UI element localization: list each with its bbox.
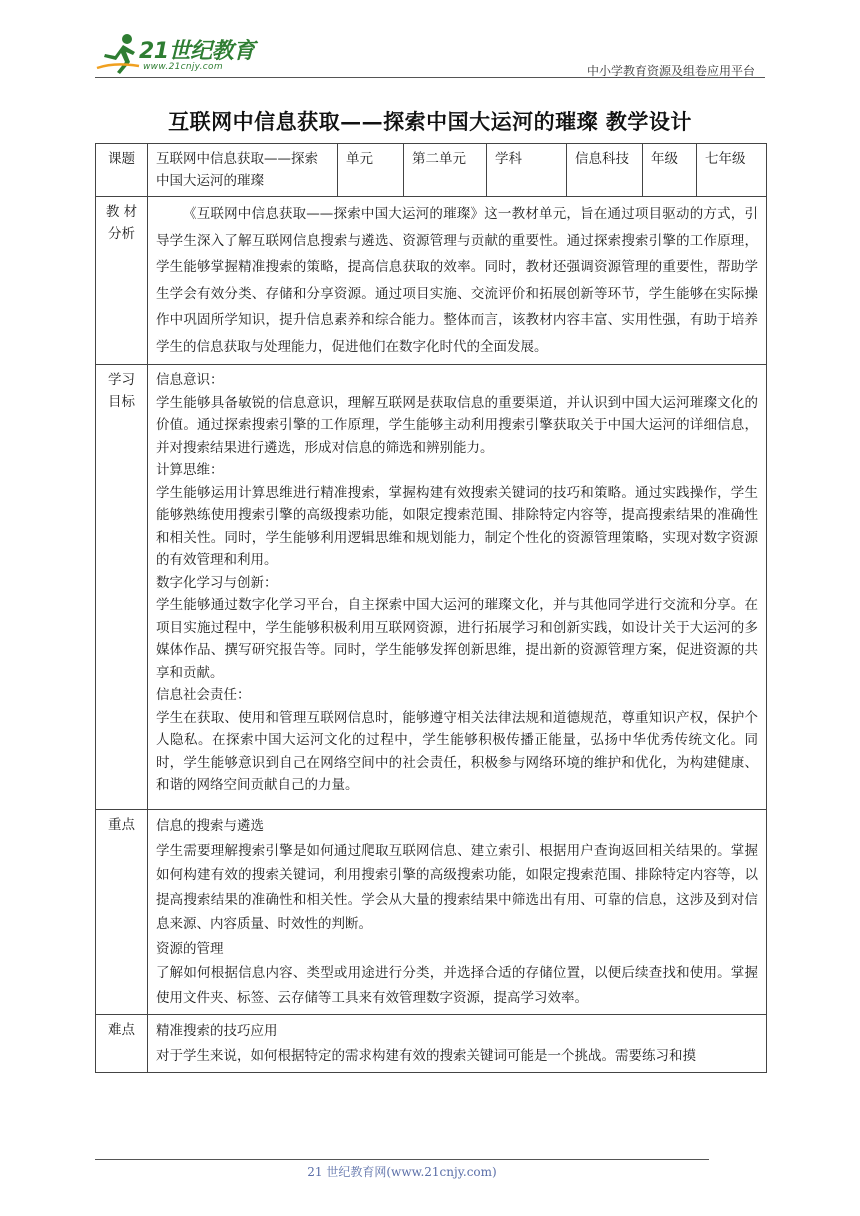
key-points-row (96, 810, 767, 1015)
site-logo[interactable] (95, 32, 265, 76)
header-divider (95, 77, 765, 78)
topic-value: 互联网中信息获取——探索中国大运河的璀璨 (148, 144, 338, 197)
objective-heading-computational-thinking: 计算思维： (156, 462, 224, 478)
unit-value: 第二单元 (404, 144, 487, 197)
subject-value: 信息科技 (567, 144, 643, 197)
objective-heading-social-responsibility: 信息社会责任： (156, 687, 251, 703)
unit-label: 单元 (338, 144, 404, 197)
topic-label: 课题 (96, 144, 148, 197)
grade-value: 七年级 (697, 144, 767, 197)
difficulty-text: 对于学生来说，如何根据特定的需求构建有效的搜索关键词可能是一个挑战。需要练习和摸 (156, 1047, 696, 1064)
difficulty-heading: 精准搜索的技巧应用 (156, 1023, 278, 1039)
key-point-text-management: 了解如何根据信息内容、类型或用途进行分类，并选择合适的存储位置，以便后续查找和使用。掌握使用文件夹、标签、云存储等工具来有效管理数字资源，提高学习效率。 (156, 965, 758, 1006)
analysis-label-line2: 分析 (108, 226, 135, 242)
objective-heading-digital-learning: 数字化学习与创新： (156, 574, 278, 591)
runner-logo-icon (95, 32, 141, 76)
difficulties-row (96, 1015, 767, 1073)
objectives-content (148, 365, 767, 810)
difficulties-label: 难点 (96, 1015, 148, 1073)
objective-heading-info-awareness: 信息意识： (156, 372, 224, 388)
analysis-label-line1: 教 材 (105, 204, 138, 220)
subject-label: 学科 (487, 144, 567, 197)
objective-text-social-responsibility: 学生在获取、使用和管理互联网信息时，能够遵守相关法律法规和道德规范，尊重知识产权，保护个人隐私。在探索中国大运河文化的过程中，学生能够积极传播正能量，弘扬中华优秀传统文化。同时，学生能够意识到自己在网络空间中的社会责任，积极参与网络环境的维护和优化，为构建健康、和谐的网络空间贡献自己的力量。 (156, 709, 758, 793)
footer-divider (95, 1159, 709, 1160)
analysis-content (148, 197, 767, 365)
difficulties-content (148, 1015, 767, 1073)
key-point-heading-search: 信息的搜索与遴选 (156, 818, 264, 834)
document-title: 互联网中信息获取——探索中国大运河的璀璨 教学设计 (168, 109, 692, 134)
objectives-label-line1: 学习 (108, 372, 135, 388)
logo-url: www.21cnjy.com (143, 62, 223, 72)
lesson-plan-table (95, 143, 767, 1073)
objectives-label-line2: 目标 (108, 394, 135, 410)
analysis-label (96, 197, 148, 365)
key-point-text-search: 学生需要理解搜索引擎是如何通过爬取互联网信息、建立索引、根据用户查询返回相关结果的。掌握如何构建有效的搜索关键词，利用搜索引擎的高级搜索功能，如限定搜索范围、排除特定内容等，以提高搜索结果的准确性和相关性。学会从大量的搜索结果中筛选出有用、可靠的信息，这涉及到对信息来源、内容质量、时效性的判断。 (156, 842, 758, 932)
objectives-row (96, 365, 767, 810)
analysis-row (96, 197, 767, 365)
platform-name: 中小学教育资源及组卷应用平台 (586, 64, 755, 78)
objective-text-computational-thinking: 学生能够运用计算思维进行精准搜索，掌握构建有效搜索关键词的技巧和策略。通过实践操作，学生能够熟练使用搜索引擎的高级搜索功能，如限定搜索范围、排除特定内容等，提高搜索结果的准确性和相关性。同时，学生能够利用逻辑思维和规划能力，制定个性化的资源管理策略，实现对数字资源的有效管理和利用。 (156, 484, 758, 568)
info-row (96, 144, 767, 197)
key-points-label: 重点 (96, 810, 148, 1015)
objectives-label (96, 365, 148, 810)
objective-text-info-awareness: 学生能够具备敏锐的信息意识，理解互联网是获取信息的重要渠道，并认识到中国大运河璀璨文化的价值。通过探索搜索引擎的工作原理，学生能够主动利用搜索引擎获取关于中国大运河的详细信息，并对搜索结果进行遴选，形成对信息的筛选和辨别能力。 (156, 394, 758, 456)
analysis-text: 《互联网中信息获取——探索中国大运河的璀璨》这一教材单元，旨在通过项目驱动的方式，引导学生深入了解互联网信息搜索与遴选、资源管理与贡献的重要性。通过探索搜索引擎的工作原理，学生能够掌握精准搜索的策略，提高信息获取的效率。同时，教材还强调资源管理的重要性，帮助学生学会有效分类、存储和分享资源。通过项目实施、交流评价和拓展创新等环节，学生能够在实际操作中巩固所学知识，提升信息素养和综合能力。整体而言，该教材内容丰富、实用性强，有助于培养学生的信息获取与处理能力，促进他们在数字化时代的全面发展。 (156, 206, 758, 355)
logo-text: 21世纪教育 (139, 39, 255, 64)
key-point-heading-management: 资源的管理 (156, 940, 224, 957)
footer-text[interactable]: 21 世纪教育网(www.21cnjy.com) (307, 1165, 497, 1179)
grade-label: 年级 (643, 144, 697, 197)
objective-text-digital-learning: 学生能够通过数字化学习平台，自主探索中国大运河的璀璨文化，并与其他同学进行交流和分享。在项目实施过程中，学生能够积极利用互联网资源，进行拓展学习和创新实践，如设计关于大运河的多媒体作品、撰写研究报告等。同时，学生能够发挥创新思维，提出新的资源管理方案，促进资源的共享和贡献。 (156, 597, 758, 681)
page-header (95, 28, 765, 80)
key-points-content (148, 810, 767, 1015)
